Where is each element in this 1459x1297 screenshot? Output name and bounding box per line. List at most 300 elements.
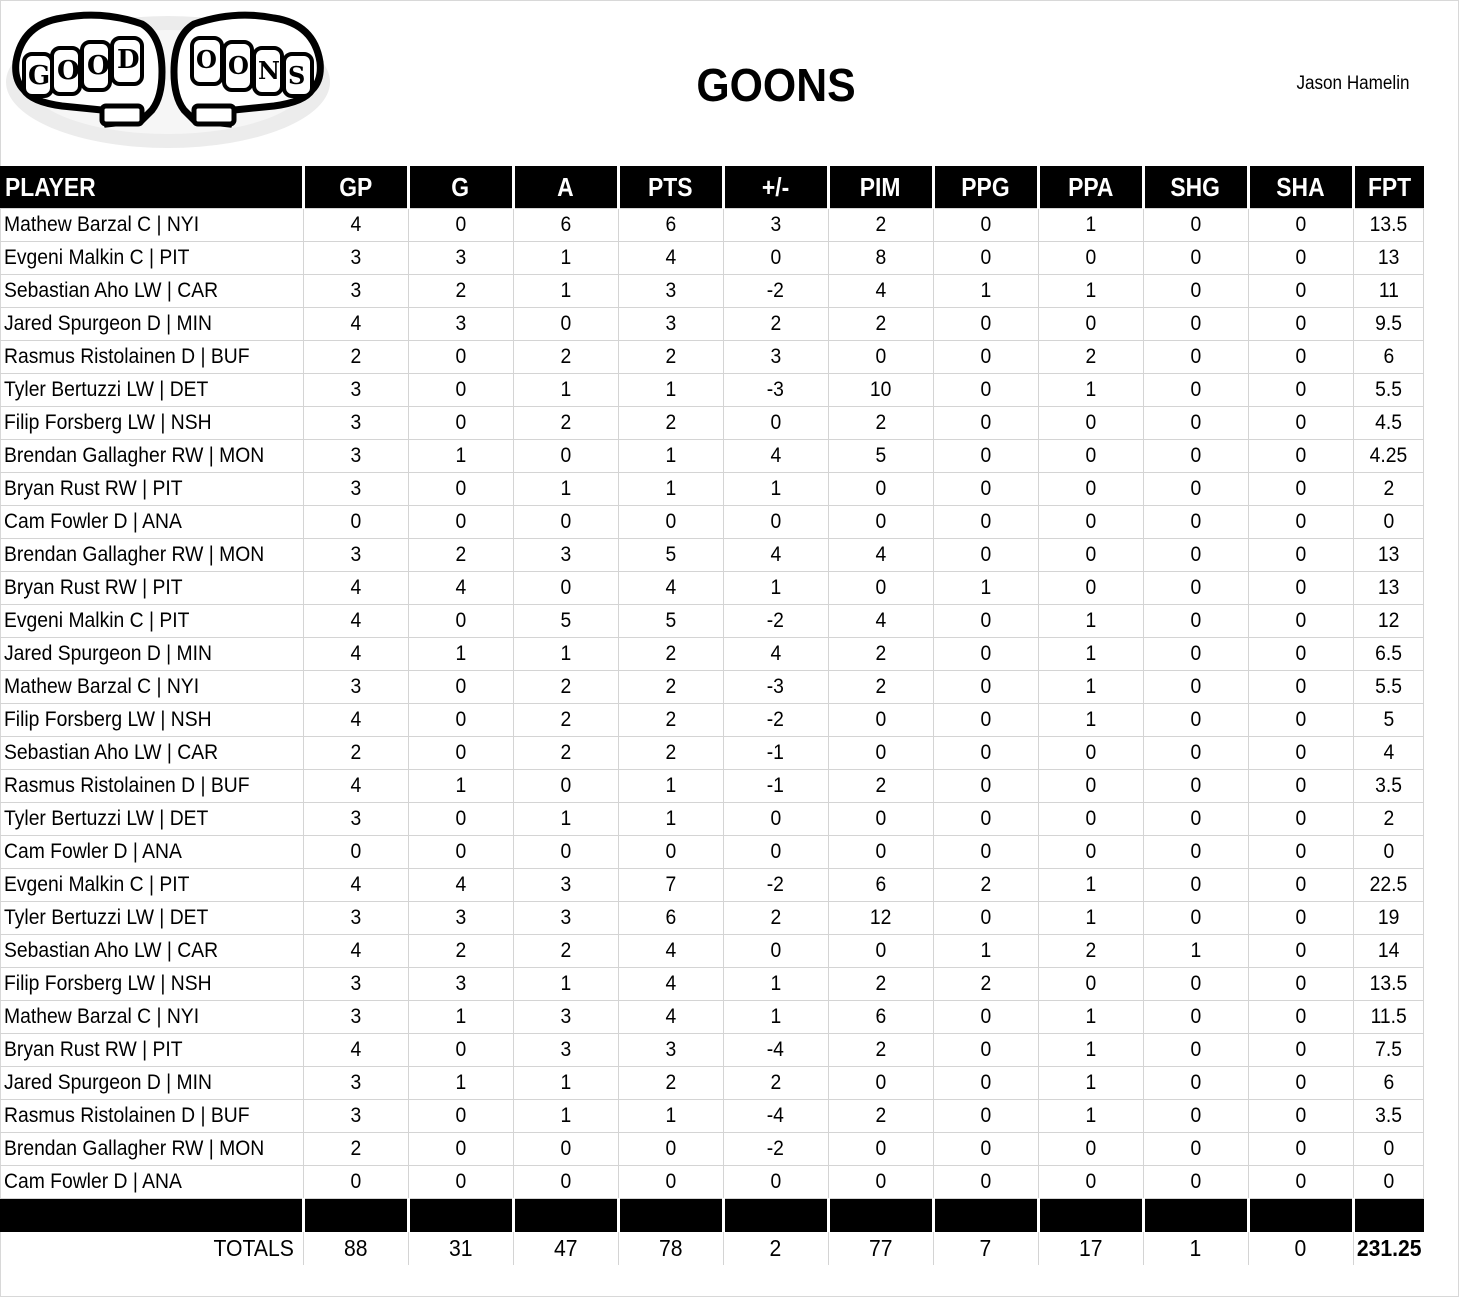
stat-cell-shg[interactable]	[1143, 1133, 1248, 1166]
stat-cell-ppa[interactable]	[1038, 275, 1143, 308]
stat-cell-gp[interactable]	[303, 572, 408, 605]
total-cell-g[interactable]	[408, 1232, 513, 1265]
stat-cell-g[interactable]	[408, 704, 513, 737]
stat-cell-ppg[interactable]	[933, 374, 1038, 407]
stat-cell-gp[interactable]	[303, 1067, 408, 1100]
stat-cell-ppg[interactable]	[933, 1133, 1038, 1166]
stat-cell-fpt[interactable]	[1353, 275, 1424, 308]
player-name-cell[interactable]	[0, 1034, 303, 1067]
stat-cell-gp[interactable]	[303, 869, 408, 902]
stat-cell-sha[interactable]	[1248, 473, 1353, 506]
stat-cell-ppg[interactable]	[933, 605, 1038, 638]
stat-cell-ppg[interactable]	[933, 968, 1038, 1001]
stat-cell-ppg[interactable]	[933, 1001, 1038, 1034]
stat-cell-ppg[interactable]	[933, 902, 1038, 935]
stat-cell-ppg[interactable]	[933, 1100, 1038, 1133]
stat-cell-plus-minus[interactable]	[723, 1133, 828, 1166]
stat-cell-pim[interactable]	[828, 836, 933, 869]
stat-cell-plus-minus[interactable]	[723, 473, 828, 506]
stat-cell-ppg[interactable]	[933, 869, 1038, 902]
stat-cell-pim[interactable]	[828, 770, 933, 803]
stat-cell-a[interactable]	[513, 638, 618, 671]
stat-cell-pts[interactable]	[618, 374, 723, 407]
stat-cell-ppg[interactable]	[933, 473, 1038, 506]
stat-cell-gp[interactable]	[303, 440, 408, 473]
stat-cell-plus-minus[interactable]	[723, 341, 828, 374]
stat-cell-ppa[interactable]	[1038, 341, 1143, 374]
stat-cell-ppg[interactable]	[933, 770, 1038, 803]
stat-cell-sha[interactable]	[1248, 1133, 1353, 1166]
stat-cell-g[interactable]	[408, 374, 513, 407]
stat-cell-fpt[interactable]	[1353, 1001, 1424, 1034]
stat-cell-sha[interactable]	[1248, 704, 1353, 737]
stat-cell-fpt[interactable]	[1353, 1100, 1424, 1133]
stat-cell-ppg[interactable]	[933, 407, 1038, 440]
stat-cell-a[interactable]	[513, 1067, 618, 1100]
stat-cell-gp[interactable]	[303, 770, 408, 803]
total-cell-pim[interactable]	[828, 1232, 933, 1265]
stat-cell-pim[interactable]	[828, 242, 933, 275]
stat-cell-g[interactable]	[408, 803, 513, 836]
total-cell-pts[interactable]	[618, 1232, 723, 1265]
stat-cell-pts[interactable]	[618, 1100, 723, 1133]
stat-cell-pim[interactable]	[828, 1034, 933, 1067]
stat-cell-fpt[interactable]	[1353, 968, 1424, 1001]
stat-cell-ppa[interactable]	[1038, 407, 1143, 440]
stat-cell-g[interactable]	[408, 506, 513, 539]
stat-cell-shg[interactable]	[1143, 407, 1248, 440]
stat-cell-ppg[interactable]	[933, 1166, 1038, 1199]
stat-cell-plus-minus[interactable]	[723, 275, 828, 308]
stat-cell-a[interactable]	[513, 737, 618, 770]
stat-cell-sha[interactable]	[1248, 572, 1353, 605]
player-name-cell[interactable]	[0, 407, 303, 440]
stat-cell-pim[interactable]	[828, 638, 933, 671]
stat-cell-shg[interactable]	[1143, 605, 1248, 638]
stat-cell-g[interactable]	[408, 1133, 513, 1166]
stat-cell-sha[interactable]	[1248, 1100, 1353, 1133]
stat-cell-plus-minus[interactable]	[723, 1034, 828, 1067]
stat-cell-pts[interactable]	[618, 1001, 723, 1034]
player-name-cell[interactable]	[0, 638, 303, 671]
stat-cell-g[interactable]	[408, 671, 513, 704]
stat-cell-shg[interactable]	[1143, 1034, 1248, 1067]
stat-cell-ppg[interactable]	[933, 1067, 1038, 1100]
stat-cell-fpt[interactable]	[1353, 869, 1424, 902]
stat-cell-shg[interactable]	[1143, 737, 1248, 770]
stat-cell-pts[interactable]	[618, 242, 723, 275]
stat-cell-fpt[interactable]	[1353, 1067, 1424, 1100]
stat-cell-gp[interactable]	[303, 1100, 408, 1133]
stat-cell-ppa[interactable]	[1038, 1001, 1143, 1034]
stat-cell-pts[interactable]	[618, 473, 723, 506]
stat-cell-pim[interactable]	[828, 572, 933, 605]
stat-cell-shg[interactable]	[1143, 308, 1248, 341]
stat-cell-sha[interactable]	[1248, 440, 1353, 473]
stat-cell-gp[interactable]	[303, 803, 408, 836]
stat-cell-g[interactable]	[408, 1067, 513, 1100]
stat-cell-fpt[interactable]	[1353, 242, 1424, 275]
stat-cell-ppa[interactable]	[1038, 1166, 1143, 1199]
stat-cell-a[interactable]	[513, 473, 618, 506]
stat-cell-fpt[interactable]	[1353, 1133, 1424, 1166]
stat-cell-pim[interactable]	[828, 275, 933, 308]
stat-cell-plus-minus[interactable]	[723, 968, 828, 1001]
stat-cell-shg[interactable]	[1143, 704, 1248, 737]
stat-cell-g[interactable]	[408, 539, 513, 572]
stat-cell-gp[interactable]	[303, 968, 408, 1001]
stat-cell-plus-minus[interactable]	[723, 1166, 828, 1199]
stat-cell-ppa[interactable]	[1038, 1067, 1143, 1100]
stat-cell-a[interactable]	[513, 671, 618, 704]
player-name-cell[interactable]	[0, 506, 303, 539]
player-name-cell[interactable]	[0, 836, 303, 869]
stat-cell-shg[interactable]	[1143, 341, 1248, 374]
stat-cell-sha[interactable]	[1248, 737, 1353, 770]
stat-cell-pts[interactable]	[618, 1067, 723, 1100]
stat-cell-plus-minus[interactable]	[723, 1001, 828, 1034]
stat-cell-sha[interactable]	[1248, 308, 1353, 341]
stat-cell-pim[interactable]	[828, 935, 933, 968]
player-name-cell[interactable]	[0, 374, 303, 407]
stat-cell-pim[interactable]	[828, 671, 933, 704]
stat-cell-shg[interactable]	[1143, 1166, 1248, 1199]
stat-cell-g[interactable]	[408, 473, 513, 506]
stat-cell-gp[interactable]	[303, 374, 408, 407]
total-cell-sha[interactable]	[1248, 1232, 1353, 1265]
stat-cell-pts[interactable]	[618, 638, 723, 671]
stat-cell-plus-minus[interactable]	[723, 539, 828, 572]
stat-cell-pim[interactable]	[828, 341, 933, 374]
player-name-cell[interactable]	[0, 1166, 303, 1199]
stat-cell-ppa[interactable]	[1038, 803, 1143, 836]
stat-cell-fpt[interactable]	[1353, 572, 1424, 605]
stat-cell-plus-minus[interactable]	[723, 803, 828, 836]
stat-cell-fpt[interactable]	[1353, 803, 1424, 836]
player-name-cell[interactable]	[0, 803, 303, 836]
stat-cell-a[interactable]	[513, 1034, 618, 1067]
stat-cell-ppg[interactable]	[933, 836, 1038, 869]
stat-cell-plus-minus[interactable]	[723, 440, 828, 473]
player-name-cell[interactable]	[0, 605, 303, 638]
stat-cell-pim[interactable]	[828, 473, 933, 506]
player-name-cell[interactable]	[0, 869, 303, 902]
stat-cell-plus-minus[interactable]	[723, 770, 828, 803]
stat-cell-sha[interactable]	[1248, 770, 1353, 803]
stat-cell-pts[interactable]	[618, 1133, 723, 1166]
stat-cell-a[interactable]	[513, 770, 618, 803]
player-name-cell[interactable]	[0, 440, 303, 473]
stat-cell-a[interactable]	[513, 374, 618, 407]
stat-cell-sha[interactable]	[1248, 407, 1353, 440]
stat-cell-pts[interactable]	[618, 605, 723, 638]
stat-cell-pim[interactable]	[828, 1166, 933, 1199]
stat-cell-ppg[interactable]	[933, 803, 1038, 836]
stat-cell-a[interactable]	[513, 836, 618, 869]
stat-cell-sha[interactable]	[1248, 1067, 1353, 1100]
stat-cell-plus-minus[interactable]	[723, 935, 828, 968]
stat-cell-shg[interactable]	[1143, 572, 1248, 605]
stat-cell-fpt[interactable]	[1353, 374, 1424, 407]
stat-cell-gp[interactable]	[303, 737, 408, 770]
stat-cell-ppa[interactable]	[1038, 572, 1143, 605]
stat-cell-g[interactable]	[408, 836, 513, 869]
stat-cell-pim[interactable]	[828, 869, 933, 902]
stat-cell-plus-minus[interactable]	[723, 1100, 828, 1133]
stat-cell-a[interactable]	[513, 308, 618, 341]
stat-cell-g[interactable]	[408, 308, 513, 341]
stat-cell-g[interactable]	[408, 638, 513, 671]
stat-cell-g[interactable]	[408, 275, 513, 308]
stat-cell-ppa[interactable]	[1038, 1100, 1143, 1133]
stat-cell-pts[interactable]	[618, 572, 723, 605]
stat-cell-a[interactable]	[513, 968, 618, 1001]
stat-cell-fpt[interactable]	[1353, 341, 1424, 374]
stat-cell-pim[interactable]	[828, 737, 933, 770]
stat-cell-fpt[interactable]	[1353, 407, 1424, 440]
stat-cell-gp[interactable]	[303, 407, 408, 440]
stat-cell-pim[interactable]	[828, 1001, 933, 1034]
stat-cell-a[interactable]	[513, 275, 618, 308]
stat-cell-sha[interactable]	[1248, 638, 1353, 671]
stat-cell-plus-minus[interactable]	[723, 308, 828, 341]
stat-cell-fpt[interactable]	[1353, 506, 1424, 539]
total-cell-a[interactable]	[513, 1232, 618, 1265]
stat-cell-shg[interactable]	[1143, 770, 1248, 803]
stat-cell-a[interactable]	[513, 539, 618, 572]
player-name-cell[interactable]	[0, 671, 303, 704]
stat-cell-g[interactable]	[408, 572, 513, 605]
stat-cell-plus-minus[interactable]	[723, 704, 828, 737]
stat-cell-pim[interactable]	[828, 902, 933, 935]
stat-cell-pim[interactable]	[828, 605, 933, 638]
stat-cell-shg[interactable]	[1143, 440, 1248, 473]
stat-cell-sha[interactable]	[1248, 671, 1353, 704]
stat-cell-fpt[interactable]	[1353, 1034, 1424, 1067]
stat-cell-gp[interactable]	[303, 902, 408, 935]
total-cell-ppa[interactable]	[1038, 1232, 1143, 1265]
stat-cell-pim[interactable]	[828, 1100, 933, 1133]
stat-cell-a[interactable]	[513, 572, 618, 605]
stat-cell-ppg[interactable]	[933, 704, 1038, 737]
stat-cell-plus-minus[interactable]	[723, 869, 828, 902]
stat-cell-gp[interactable]	[303, 341, 408, 374]
stat-cell-pts[interactable]	[618, 803, 723, 836]
stat-cell-ppa[interactable]	[1038, 869, 1143, 902]
stat-cell-pts[interactable]	[618, 737, 723, 770]
stat-cell-ppa[interactable]	[1038, 1133, 1143, 1166]
stat-cell-ppa[interactable]	[1038, 605, 1143, 638]
stat-cell-shg[interactable]	[1143, 968, 1248, 1001]
stat-cell-plus-minus[interactable]	[723, 209, 828, 242]
stat-cell-gp[interactable]	[303, 473, 408, 506]
stat-cell-shg[interactable]	[1143, 1001, 1248, 1034]
player-name-cell[interactable]	[0, 1001, 303, 1034]
stat-cell-pts[interactable]	[618, 836, 723, 869]
stat-cell-gp[interactable]	[303, 836, 408, 869]
stat-cell-g[interactable]	[408, 605, 513, 638]
stat-cell-shg[interactable]	[1143, 935, 1248, 968]
stat-cell-a[interactable]	[513, 1166, 618, 1199]
stat-cell-pts[interactable]	[618, 275, 723, 308]
stat-cell-g[interactable]	[408, 1001, 513, 1034]
stat-cell-gp[interactable]	[303, 1001, 408, 1034]
stat-cell-fpt[interactable]	[1353, 671, 1424, 704]
stat-cell-ppg[interactable]	[933, 572, 1038, 605]
stat-cell-a[interactable]	[513, 242, 618, 275]
stat-cell-sha[interactable]	[1248, 374, 1353, 407]
stat-cell-shg[interactable]	[1143, 209, 1248, 242]
stat-cell-a[interactable]	[513, 803, 618, 836]
stat-cell-ppa[interactable]	[1038, 638, 1143, 671]
stat-cell-sha[interactable]	[1248, 935, 1353, 968]
stat-cell-pts[interactable]	[618, 407, 723, 440]
stat-cell-gp[interactable]	[303, 704, 408, 737]
stat-cell-g[interactable]	[408, 209, 513, 242]
stat-cell-pts[interactable]	[618, 1034, 723, 1067]
stat-cell-sha[interactable]	[1248, 1001, 1353, 1034]
stat-cell-shg[interactable]	[1143, 869, 1248, 902]
stat-cell-plus-minus[interactable]	[723, 572, 828, 605]
stat-cell-shg[interactable]	[1143, 1067, 1248, 1100]
stat-cell-fpt[interactable]	[1353, 935, 1424, 968]
stat-cell-pim[interactable]	[828, 539, 933, 572]
stat-cell-fpt[interactable]	[1353, 473, 1424, 506]
total-cell-gp[interactable]	[303, 1232, 408, 1265]
stat-cell-g[interactable]	[408, 407, 513, 440]
stat-cell-gp[interactable]	[303, 209, 408, 242]
stat-cell-pts[interactable]	[618, 704, 723, 737]
stat-cell-plus-minus[interactable]	[723, 374, 828, 407]
player-name-cell[interactable]	[0, 902, 303, 935]
stat-cell-pts[interactable]	[618, 440, 723, 473]
player-name-cell[interactable]	[0, 572, 303, 605]
total-cell-fpt[interactable]	[1353, 1232, 1424, 1265]
stat-cell-a[interactable]	[513, 209, 618, 242]
stat-cell-gp[interactable]	[303, 605, 408, 638]
stat-cell-ppg[interactable]	[933, 539, 1038, 572]
stat-cell-pts[interactable]	[618, 671, 723, 704]
stat-cell-ppg[interactable]	[933, 242, 1038, 275]
stat-cell-gp[interactable]	[303, 506, 408, 539]
stat-cell-fpt[interactable]	[1353, 836, 1424, 869]
stat-cell-ppg[interactable]	[933, 506, 1038, 539]
stat-cell-shg[interactable]	[1143, 242, 1248, 275]
stat-cell-sha[interactable]	[1248, 341, 1353, 374]
stat-cell-ppg[interactable]	[933, 1034, 1038, 1067]
stat-cell-sha[interactable]	[1248, 1034, 1353, 1067]
player-name-cell[interactable]	[0, 539, 303, 572]
stat-cell-sha[interactable]	[1248, 242, 1353, 275]
stat-cell-gp[interactable]	[303, 539, 408, 572]
stat-cell-ppa[interactable]	[1038, 473, 1143, 506]
player-name-cell[interactable]	[0, 1133, 303, 1166]
stat-cell-a[interactable]	[513, 605, 618, 638]
stat-cell-ppg[interactable]	[933, 275, 1038, 308]
stat-cell-fpt[interactable]	[1353, 770, 1424, 803]
stat-cell-pim[interactable]	[828, 1133, 933, 1166]
stat-cell-fpt[interactable]	[1353, 1166, 1424, 1199]
stat-cell-pts[interactable]	[618, 770, 723, 803]
stat-cell-pim[interactable]	[828, 308, 933, 341]
stat-cell-gp[interactable]	[303, 935, 408, 968]
stat-cell-gp[interactable]	[303, 1166, 408, 1199]
stat-cell-sha[interactable]	[1248, 506, 1353, 539]
stat-cell-ppg[interactable]	[933, 341, 1038, 374]
stat-cell-plus-minus[interactable]	[723, 638, 828, 671]
stat-cell-ppa[interactable]	[1038, 902, 1143, 935]
stat-cell-pts[interactable]	[618, 935, 723, 968]
stat-cell-plus-minus[interactable]	[723, 737, 828, 770]
stat-cell-pim[interactable]	[828, 968, 933, 1001]
stat-cell-fpt[interactable]	[1353, 209, 1424, 242]
stat-cell-shg[interactable]	[1143, 374, 1248, 407]
stat-cell-a[interactable]	[513, 506, 618, 539]
player-name-cell[interactable]	[0, 209, 303, 242]
player-name-cell[interactable]	[0, 704, 303, 737]
stat-cell-ppa[interactable]	[1038, 308, 1143, 341]
stat-cell-shg[interactable]	[1143, 671, 1248, 704]
player-name-cell[interactable]	[0, 935, 303, 968]
stat-cell-shg[interactable]	[1143, 803, 1248, 836]
player-name-cell[interactable]	[0, 473, 303, 506]
stat-cell-g[interactable]	[408, 968, 513, 1001]
stat-cell-ppa[interactable]	[1038, 704, 1143, 737]
stat-cell-plus-minus[interactable]	[723, 407, 828, 440]
stat-cell-ppg[interactable]	[933, 440, 1038, 473]
stat-cell-ppa[interactable]	[1038, 968, 1143, 1001]
stat-cell-fpt[interactable]	[1353, 902, 1424, 935]
stat-cell-shg[interactable]	[1143, 902, 1248, 935]
player-name-cell[interactable]	[0, 242, 303, 275]
stat-cell-fpt[interactable]	[1353, 605, 1424, 638]
stat-cell-shg[interactable]	[1143, 473, 1248, 506]
stat-cell-plus-minus[interactable]	[723, 902, 828, 935]
stat-cell-fpt[interactable]	[1353, 308, 1424, 341]
stat-cell-plus-minus[interactable]	[723, 506, 828, 539]
stat-cell-pim[interactable]	[828, 374, 933, 407]
player-name-cell[interactable]	[0, 1100, 303, 1133]
stat-cell-pim[interactable]	[828, 209, 933, 242]
stat-cell-pim[interactable]	[828, 803, 933, 836]
stat-cell-ppa[interactable]	[1038, 836, 1143, 869]
stat-cell-shg[interactable]	[1143, 275, 1248, 308]
stat-cell-gp[interactable]	[303, 1034, 408, 1067]
stat-cell-pts[interactable]	[618, 209, 723, 242]
stat-cell-ppg[interactable]	[933, 671, 1038, 704]
stat-cell-plus-minus[interactable]	[723, 836, 828, 869]
stat-cell-fpt[interactable]	[1353, 638, 1424, 671]
stat-cell-ppa[interactable]	[1038, 671, 1143, 704]
stat-cell-ppa[interactable]	[1038, 935, 1143, 968]
stat-cell-pim[interactable]	[828, 704, 933, 737]
stat-cell-pim[interactable]	[828, 1067, 933, 1100]
stat-cell-shg[interactable]	[1143, 539, 1248, 572]
player-name-cell[interactable]	[0, 308, 303, 341]
stat-cell-a[interactable]	[513, 869, 618, 902]
stat-cell-fpt[interactable]	[1353, 704, 1424, 737]
stat-cell-ppg[interactable]	[933, 308, 1038, 341]
stat-cell-ppa[interactable]	[1038, 539, 1143, 572]
stat-cell-a[interactable]	[513, 704, 618, 737]
stat-cell-shg[interactable]	[1143, 506, 1248, 539]
stat-cell-pts[interactable]	[618, 341, 723, 374]
stat-cell-g[interactable]	[408, 341, 513, 374]
stat-cell-shg[interactable]	[1143, 638, 1248, 671]
total-cell-ppg[interactable]	[933, 1232, 1038, 1265]
player-name-cell[interactable]	[0, 341, 303, 374]
stat-cell-gp[interactable]	[303, 671, 408, 704]
